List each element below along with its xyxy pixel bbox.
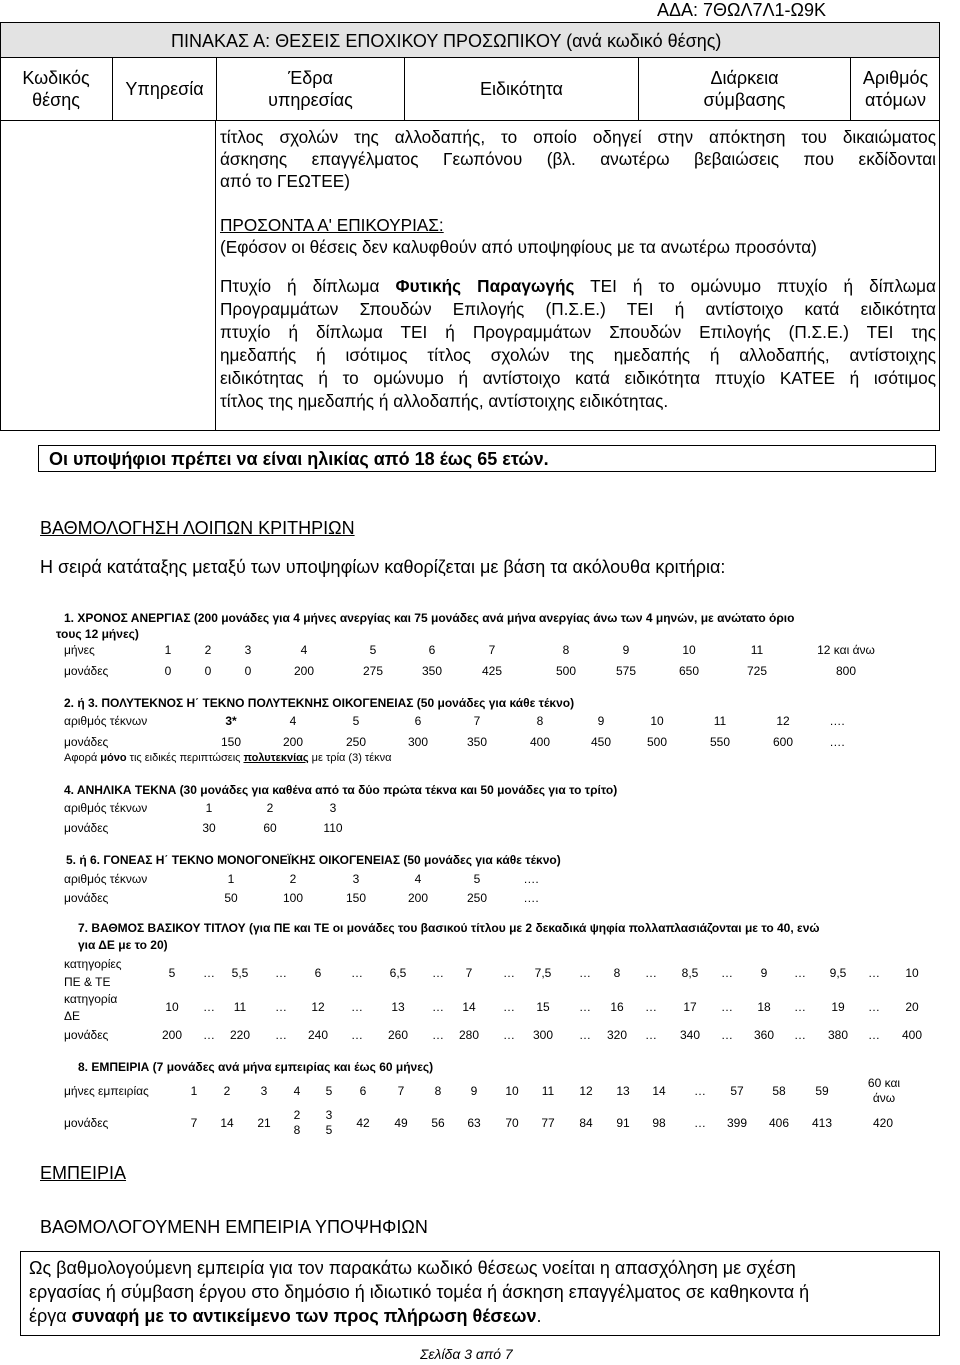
criterion-7-row-label: ΠΕ & ΤΕ	[64, 975, 111, 989]
table-cell: 7	[397, 1084, 405, 1098]
table-cell: 280	[458, 1028, 480, 1042]
table-cell: ….	[829, 735, 845, 749]
table-cell: …	[721, 1028, 733, 1042]
table-cell: 9,5	[829, 966, 847, 980]
qualification-paragraph-line: τίτλος της ημεδαπής ή αλλοδαπής, αντίστοιχης ειδικότητας.	[220, 391, 669, 411]
table-cell: 98	[652, 1116, 666, 1130]
criterion-8-last-month-cell: 60 και άνω	[867, 1076, 901, 1105]
criterion-5-title: 5. ή 6. ΓΟΝΕΑΣ Η΄ ΤΕΚΝΟ ΜΟΝΟΓΟΝΕΪΚΗΣ ΟΙΚΟΓΕΝΕΙΑΣ (50 μονάδες για κάθε τέκνο)	[66, 853, 561, 867]
table-cell: 3*	[225, 714, 237, 728]
table-cell: …	[694, 1116, 706, 1130]
criterion-8-row-label: μονάδες	[64, 1116, 109, 1130]
table-cell: …	[351, 966, 363, 980]
table-cell: 9	[760, 966, 768, 980]
header-specialty: Ειδικότητα	[404, 58, 638, 120]
table-cell: 425	[481, 664, 503, 678]
table-cell: 650	[678, 664, 700, 678]
table-cell: …	[579, 1000, 591, 1014]
table-cell: 200	[161, 1028, 183, 1042]
table-cell: 12	[776, 714, 790, 728]
table-cell: 4	[300, 643, 308, 657]
experience-scored-heading: ΒΑΘΜΟΛΟΓΟΥΜΕΝΗ ΕΜΠΕΙΡΙΑ ΥΠΟΨΗΦΙΩΝ	[40, 1217, 428, 1237]
experience-heading: ΕΜΠΕΙΡΙΑ	[40, 1163, 127, 1183]
table-cell: 400	[529, 735, 551, 749]
table-cell: 50	[224, 891, 238, 905]
table-cell: 6	[314, 966, 322, 980]
criterion-4-row-label: μονάδες	[64, 821, 109, 835]
criterion-7-row-label: μονάδες	[64, 1028, 109, 1042]
table-cell: 5,5	[231, 966, 249, 980]
criterion-2-row-label: μονάδες	[64, 735, 109, 749]
secondary-qualifications-title: ΠΡΟΣΟΝΤΑ Α' ΕΠΙΚΟΥΡΙΑΣ:	[220, 215, 444, 235]
secondary-qualifications-note: (Εφόσον οι θέσεις δεν καλυφθούν από υποψηφίους με τα ανωτέρω προσόντα)	[220, 237, 817, 257]
table-cell: 260	[387, 1028, 409, 1042]
table-cell: 10	[682, 643, 696, 657]
experience-definition-line: έργα συναφή με το αντικείμενο των προς πλήρωση θέσεων.	[29, 1306, 542, 1326]
table-cell: 200	[282, 735, 304, 749]
table-cell: 8	[536, 714, 544, 728]
experience-definition-line: Ως βαθμολογούμενη εμπειρία για τον παρακάτω κωδικό θέσεως νοείται η απασχόληση με σχέση	[29, 1258, 796, 1278]
table-cell: 5	[168, 966, 176, 980]
table-cell: 58	[772, 1084, 786, 1098]
qualification-paragraph-line: ειδικότητας ή το ομώνυμο ή αντίστοιχο κατά ειδικότητα πτυχίο ΚΑΤΕΕ ή ισότιμος	[220, 368, 936, 388]
table-cell: 380	[827, 1028, 849, 1042]
table-cell: 150	[220, 735, 242, 749]
table-cell: 600	[772, 735, 794, 749]
table-cell: 14	[220, 1116, 234, 1130]
table-cell: 400	[901, 1028, 923, 1042]
table-cell: 13	[616, 1084, 630, 1098]
table-cell: 10	[505, 1084, 519, 1098]
table-cell: 413	[811, 1116, 833, 1130]
table-cell: 200	[293, 664, 315, 678]
table-cell: 6,5	[389, 966, 407, 980]
table-cell: 11	[750, 643, 764, 657]
table-cell: 21	[257, 1116, 271, 1130]
criterion-1-title: 1. ΧΡΟΝΟΣ ΑΝΕΡΓΙΑΣ (200 μονάδες για 4 μήνες ανεργίας και 75 μονάδες ανά μήνα ανεργίας άνω των 4 μηνών, με ανώτατο όριο	[64, 611, 795, 625]
table-cell: …	[351, 1000, 363, 1014]
table-cell: 275	[362, 664, 384, 678]
table-cell: 3	[260, 1084, 268, 1098]
table-cell: 11	[713, 714, 727, 728]
table-cell: ….	[523, 891, 539, 905]
criterion-7-row-label: ΔΕ	[64, 1009, 81, 1023]
table-cell: 17	[683, 1000, 697, 1014]
header-service-location: Έδρα υπηρεσίας	[216, 58, 404, 120]
table-cell: …	[868, 1028, 880, 1042]
age-notice-box	[38, 445, 936, 472]
table-cell-part: 8	[293, 1123, 301, 1137]
table-cell-part: 3	[325, 1108, 333, 1122]
table-cell: …	[645, 1000, 657, 1014]
table-cell: …	[203, 1028, 215, 1042]
header-contract-duration: Διάρκεια σύμβασης	[638, 58, 850, 120]
table-cell: 350	[421, 664, 443, 678]
table-cell: 9	[597, 714, 605, 728]
table-cell: 18	[757, 1000, 771, 1014]
table-cell: …	[351, 1028, 363, 1042]
criterion-7-row-label: κατηγορίες	[64, 957, 122, 971]
table-cell: …	[721, 966, 733, 980]
table-cell: …	[794, 1028, 806, 1042]
table-cell: 84	[579, 1116, 593, 1130]
table-cell: 6	[428, 643, 436, 657]
table-cell: 57	[730, 1084, 744, 1098]
table-cell: 3	[329, 801, 337, 815]
table-cell: 20	[905, 1000, 919, 1014]
qualification-paragraph-line: ημεδαπής ή ισότιμος τίτλος σχολών της ημεδαπής ή αλλοδαπής, αντίστοιχης	[220, 345, 936, 365]
table-cell: 200	[407, 891, 429, 905]
qualification-text-line: άσκησης επαγγέλματος Γεωπόνου (βλ. ανωτέρω βεβαιώσεις που εκδίδονται	[220, 149, 936, 169]
table-cell: 2	[289, 872, 297, 886]
table-cell: 13	[391, 1000, 405, 1014]
table-cell: 9	[622, 643, 630, 657]
table-cell: 7	[488, 643, 496, 657]
table-cell	[279, 1108, 315, 1138]
table-cell: …	[275, 1000, 287, 1014]
table-cell: 2	[204, 643, 212, 657]
table-cell: 9	[470, 1084, 478, 1098]
criterion-2-row-label: αριθμός τέκνων	[64, 714, 148, 728]
table-cell: …	[275, 1028, 287, 1042]
table-cell: ….	[523, 872, 539, 886]
table-cell: 10	[905, 966, 919, 980]
table-cell: 100	[282, 891, 304, 905]
table-cell: 500	[555, 664, 577, 678]
table-cell: 56	[431, 1116, 445, 1130]
table-cell: 7,5	[534, 966, 552, 980]
table-cell: 0	[164, 664, 172, 678]
table-cell: …	[275, 966, 287, 980]
table-cell: 3	[244, 643, 252, 657]
table-cell: 420	[872, 1116, 894, 1130]
table-cell: …	[432, 966, 444, 980]
table-cell: 360	[753, 1028, 775, 1042]
criterion-4-row-label: αριθμός τέκνων	[64, 801, 148, 815]
table-cell: 16	[610, 1000, 624, 1014]
qualification-paragraph-line: Προγραμμάτων Σπουδών Επιλογής (Π.Σ.Ε.) ΤΕΙ ή αντίστοιχο κατά ειδικότητα	[220, 299, 936, 319]
criterion-2-note: Αφορά μόνο τις ειδικές περιπτώσεις πολυτεκνίας με τρία (3) τέκνα	[64, 752, 392, 764]
scoring-heading: ΒΑΘΜΟΛΟΓΗΣΗ ΛΟΙΠΩΝ ΚΡΙΤΗΡΙΩΝ	[40, 518, 355, 538]
table-cell: 10	[650, 714, 664, 728]
table-cell: 1	[205, 801, 213, 815]
table-cell: 14	[652, 1084, 666, 1098]
table-cell: 110	[323, 821, 343, 835]
criterion-8-row-label: μήνες εμπειρίας	[64, 1084, 149, 1098]
table-cell: …	[579, 966, 591, 980]
table-cell: 30	[202, 821, 216, 835]
table-cell: 240	[307, 1028, 329, 1042]
table-cell: …	[503, 966, 515, 980]
table-cell: 7	[473, 714, 481, 728]
table-cell: 4	[293, 1084, 301, 1098]
table-cell: …	[432, 1028, 444, 1042]
table-cell: 3	[352, 872, 360, 886]
table-cell: 77	[541, 1116, 555, 1130]
table-cell: 399	[726, 1116, 748, 1130]
table-cell: …	[645, 1028, 657, 1042]
criterion-2-title: 2. ή 3. ΠΟΛΥΤΕΚΝΟΣ Η΄ ΤΕΚΝΟ ΠΟΛΥΤΕΚΝΗΣ ΟΙΚΟΓΕΝΕΙΑΣ (50 μονάδες για κάθε τέκνο)	[64, 696, 575, 710]
table-cell: 300	[532, 1028, 554, 1042]
table-cell: 5	[369, 643, 377, 657]
table-cell: 6	[359, 1084, 367, 1098]
table-cell: 7	[190, 1116, 198, 1130]
table-cell: …	[794, 1000, 806, 1014]
criterion-5-row-label: αριθμός τέκνων	[64, 872, 148, 886]
table-cell: 0	[204, 664, 212, 678]
table-cell: 8	[613, 966, 621, 980]
table-cell: 250	[466, 891, 488, 905]
table-cell: 575	[615, 664, 637, 678]
qualification-paragraph-line: πτυχίο ή δίπλωμα ΤΕΙ ή Προγραμμάτων Σπουδών Επιλογής (Π.Σ.Ε.) ΤΕΙ της	[220, 322, 936, 342]
criterion-7-title-cont: για ΔΕ με το 20)	[78, 938, 168, 952]
criterion-1-row-label: μονάδες	[64, 664, 109, 678]
scoring-intro: Η σειρά κατάταξης μεταξύ των υποψηφίων καθορίζεται με βάση τα ακόλουθα κριτήρια:	[40, 557, 726, 577]
table-cell: 500	[646, 735, 668, 749]
table-cell: …	[645, 966, 657, 980]
table-cell: 49	[394, 1116, 408, 1130]
experience-definition-box	[20, 1251, 940, 1336]
table-cell: 5	[325, 1084, 333, 1098]
table-cell: 60	[263, 821, 277, 835]
table-cell: 1	[164, 643, 172, 657]
table-cell: 59	[815, 1084, 829, 1098]
table-cell: …	[868, 966, 880, 980]
table-cell: 220	[229, 1028, 251, 1042]
table-cell: …	[203, 1000, 215, 1014]
qualification-paragraph-line: Πτυχίο ή δίπλωμα Φυτικής Παραγωγής ΤΕΙ ή το ομώνυμο πτυχίο ή δίπλωμα	[220, 276, 936, 296]
table-cell: 340	[679, 1028, 701, 1042]
table-cell-part: 5	[325, 1123, 333, 1137]
criterion-1-title-cont: τους 12 μήνες)	[56, 627, 139, 641]
table-cell: …	[579, 1028, 591, 1042]
table-cell: 550	[709, 735, 731, 749]
table-cell: …	[432, 1000, 444, 1014]
table-cell: 91	[616, 1116, 630, 1130]
document-id: ΑΔΑ: 7ΘΩΛ7Λ1-Ω9Κ	[656, 0, 826, 20]
table-cell: …	[503, 1000, 515, 1014]
table-cell: 12	[311, 1000, 325, 1014]
table-cell: 150	[345, 891, 367, 905]
table-cell: 12 και άνω	[817, 643, 875, 657]
table-cell: 70	[505, 1116, 519, 1130]
criterion-7-row-label: κατηγορία	[64, 992, 118, 1006]
table-cell: …	[503, 1028, 515, 1042]
table-cell: 450	[590, 735, 612, 749]
table-cell: 63	[467, 1116, 481, 1130]
criterion-8-title: 8. ΕΜΠΕΙΡΙΑ (7 μονάδες ανά μήνα εμπειρίας και έως 60 μήνες)	[78, 1060, 434, 1074]
table-cell: 1	[190, 1084, 198, 1098]
age-notice: Οι υποψήφιοι πρέπει να είναι ηλικίας από 18 έως 65 ετών.	[49, 449, 549, 469]
table-cell: 8	[434, 1084, 442, 1098]
table-cell	[311, 1108, 347, 1138]
table-cell: 6	[414, 714, 422, 728]
table-cell: 12	[579, 1084, 593, 1098]
criterion-7-title: 7. ΒΑΘΜΟΣ ΒΑΣΙΚΟΥ ΤΙΤΛΟΥ (για ΠΕ και ΤΕ οι μονάδες του βασικού τίτλου με 2 δεκαδικά ψηφία πολλαπλασιάζονται με το 40, ενώ	[78, 921, 820, 935]
table-cell-part: 2	[293, 1108, 301, 1122]
table-cell: 7	[465, 966, 473, 980]
table-cell: 0	[244, 664, 252, 678]
table-cell: ….	[829, 714, 845, 728]
criterion-5-row-label: μονάδες	[64, 891, 109, 905]
table-title-bar	[0, 22, 940, 58]
qualification-text-line: τίτλος σχολών της αλλοδαπής, το οποίο οδηγεί στην απόκτηση του δικαιώματος	[220, 127, 936, 147]
table-cell: 8	[562, 643, 570, 657]
table-cell: 2	[223, 1084, 231, 1098]
table-cell: 350	[466, 735, 488, 749]
criterion-1-row-label: μήνες	[64, 643, 95, 657]
table-cell: 4	[289, 714, 297, 728]
table-cell: 250	[345, 735, 367, 749]
table-cell: …	[203, 966, 215, 980]
header-service: Υπηρεσία	[112, 58, 216, 120]
table-cell: …	[694, 1084, 706, 1098]
table-cell: 5	[473, 872, 481, 886]
table-cell: 8,5	[681, 966, 699, 980]
header-position-code: Κωδικός θέσης	[22, 68, 90, 110]
table-cell: 320	[606, 1028, 628, 1042]
qualification-text-line: από το ΓΕΩΤΕΕ)	[220, 171, 350, 191]
table-cell: 11	[233, 1000, 247, 1014]
table-cell: 10	[165, 1000, 179, 1014]
table-cell: …	[868, 1000, 880, 1014]
table-cell: 19	[831, 1000, 845, 1014]
table-cell: 11	[541, 1084, 555, 1098]
table-cell: 14	[462, 1000, 476, 1014]
table-cell: 1	[227, 872, 235, 886]
table-cell: 800	[835, 664, 857, 678]
table-cell: 15	[536, 1000, 550, 1014]
table-cell: …	[794, 966, 806, 980]
table-cell: …	[721, 1000, 733, 1014]
table-cell: 4	[414, 872, 422, 886]
table-cell: 725	[746, 664, 768, 678]
merged-left-column	[0, 120, 216, 431]
table-title: ΠΙΝΑΚΑΣ Α: ΘΕΣΕΙΣ ΕΠΟΧΙΚΟΥ ΠΡΟΣΩΠΙΚΟΥ (ανά κωδικό θέσης)	[171, 31, 722, 51]
experience-definition-line: εργασίας ή σύμβαση έργου στο δημόσιο ή ιδιωτικό τομέα ή άσκηση επαγγέλματος σε καθηκοντα ή	[29, 1282, 810, 1302]
table-cell: 2	[266, 801, 274, 815]
criterion-4-title: 4. ΑΝΗΛΙΚΑ ΤΕΚΝΑ (30 μονάδες για καθένα από τα δύο πρώτα τέκνα και 50 μονάδες για το τρίτο)	[64, 783, 618, 797]
table-cell: 5	[352, 714, 360, 728]
table-cell: 300	[407, 735, 429, 749]
header-number-of-persons: Αριθμός ατόμων	[850, 58, 940, 120]
page-footer: Σελίδα 3 από 7	[420, 1346, 513, 1362]
table-cell: 42	[356, 1116, 370, 1130]
table-cell: 406	[768, 1116, 790, 1130]
